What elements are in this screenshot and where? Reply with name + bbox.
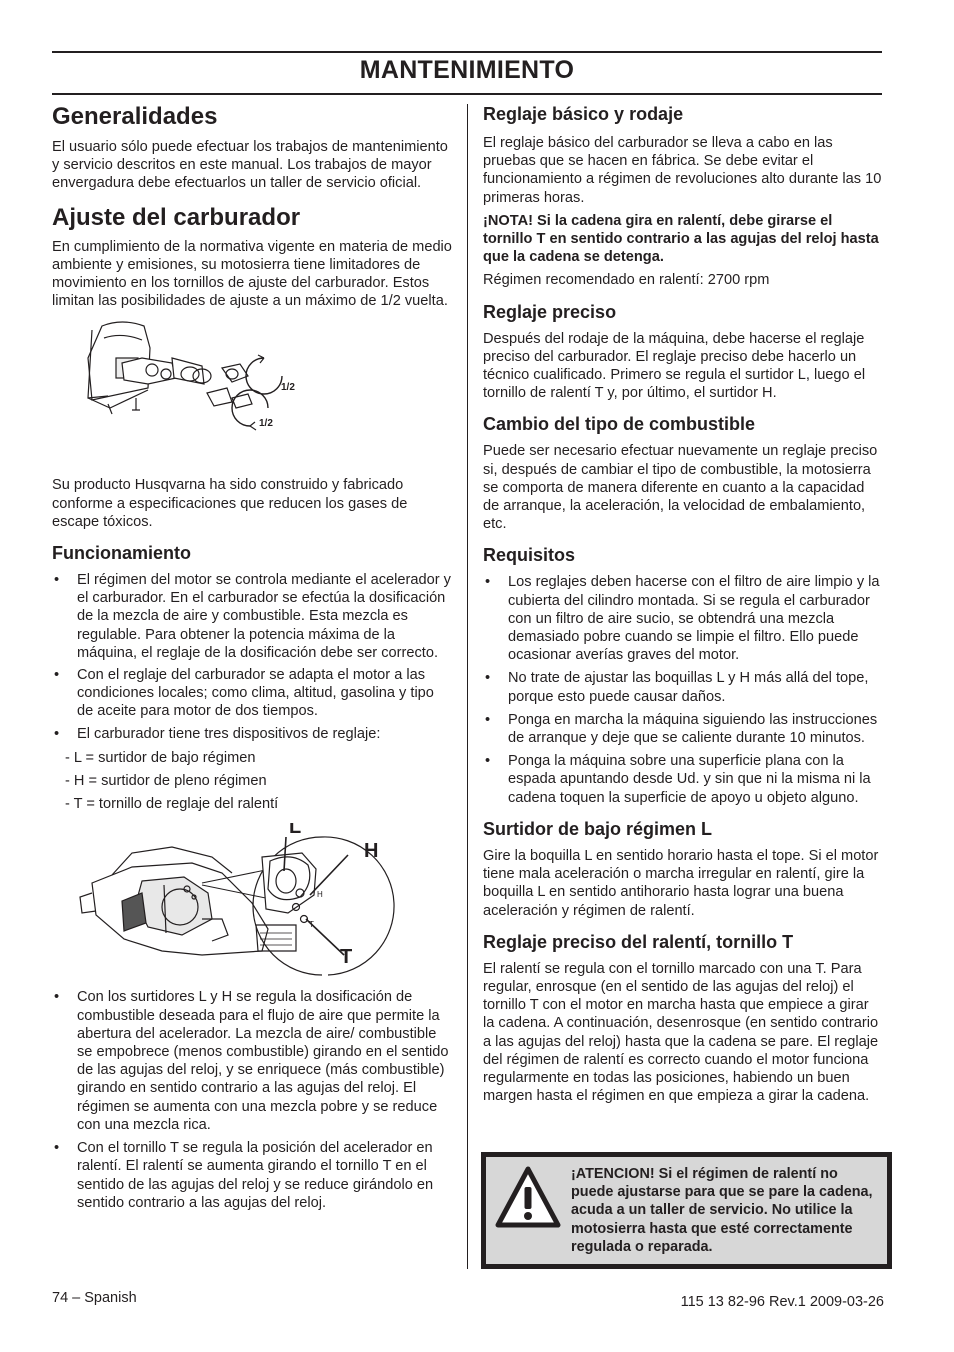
- generalidades-heading: Generalidades: [52, 103, 218, 130]
- column-divider: [467, 104, 468, 1269]
- generalidades-text: El usuario sólo puede efectuar los trabajos de mantenimiento y servicio descritos en este manual. Los trabajos de mayor envergadura debe efectuarlos un taller de servicio oficial.: [52, 139, 448, 192]
- header-bottom-rule: [52, 93, 882, 95]
- list-item: • Ponga la máquina sobre una superficie plana con la espada apuntando desde Ud. y sin que ni la misma ni la cadena toquen la superficie de apoyo u objeto alguno.: [483, 752, 883, 807]
- right-column: [483, 100, 883, 1105]
- ajuste-carburador-heading: Ajuste del carburador: [52, 203, 301, 231]
- dispositivo-t: - T = tornillo de reglaje del ralentí: [65, 796, 279, 813]
- list-item: • Los reglajes deben hacerse con el filtro de aire limpio y la cubierta del cilindro montada. Si se regula el carburador con un filtro de aire sucio, se obtendrá una mezcla demasiado pobre cuando se limpie el filtro. Ello puede ocasionar averías graves del motor.: [483, 573, 883, 664]
- surtidores-list: [52, 988, 452, 1211]
- funcionamiento-heading: Funcionamiento: [52, 543, 191, 564]
- funcionamiento-list: [52, 571, 452, 743]
- list-item: • Con los surtidores L y H se regula la dosificación de combustible deseada para el flujo de aire que permite la abertura del acelerador. La mezcla de aire/ combustible se empobrece (menos combustible) girando en el sentido de las agujas del reloj, y se enriquece (más combustible) girando en sentido contrario a las agujas del reloj. El régimen se aumenta con una mezcla pobre y se reduce con una mezcla rica.: [52, 988, 452, 1134]
- document-reference: 115 13 82-96 Rev.1 2009-03-26: [680, 1294, 884, 1310]
- fig2-small-h: H: [317, 890, 323, 900]
- fig2-label-l: L: [289, 823, 302, 839]
- cambio-combustible-text: Puede ser necesario efectuar nuevamente un reglaje preciso si, después de cambiar el tipo de combustible, la motosierra se comporta de manera diferente en cuanto a la capacidad de arranque, la aceleración, la velocidad de embalamiento, etc.: [483, 443, 878, 533]
- fig1-label-half-a: 1/2: [281, 382, 295, 394]
- fig2-label-t: T: [340, 946, 353, 969]
- page-header-title: MANTENIMIENTO: [359, 56, 575, 84]
- fig2-small-t: T: [309, 920, 314, 930]
- header-top-rule: [52, 51, 882, 53]
- regimen-text: Régimen recomendado en ralentí: 2700 rpm: [483, 272, 770, 289]
- ralenti-heading: Reglaje preciso del ralentí, tornillo T: [483, 931, 794, 952]
- dispositivo-h: - H = surtidor de pleno régimen: [65, 773, 267, 790]
- warning-text: ¡ATENCION! Si el régimen de ralentí no puede ajustarse para que se pare la cadena, acuda a un taller de servicio. No utilice la motosierra hasta que esté correctamente regulada o reparada.: [571, 1166, 873, 1255]
- list-item: • Ponga en marcha la máquina siguiendo las instrucciones de arranque y deje que se caliente durante 10 minutos.: [483, 711, 883, 747]
- warning-triangle-icon: [492, 1163, 564, 1235]
- list-item: • No trate de ajustar las boquillas L y H más allá del tope, porque esto puede causar daños.: [483, 669, 883, 705]
- reglaje-basico-heading: Reglaje básico y rodaje: [483, 104, 684, 124]
- cambio-combustible-heading: Cambio del tipo de combustible: [483, 414, 756, 435]
- dispositivo-l: - L = surtidor de bajo régimen: [65, 749, 256, 766]
- ralenti-text: El ralentí se regula con el tornillo marcado con una T. Para regular, enrosque (en el sentido de las agujas del reloj) el tornillo T con el motor en marcha hasta que empiece a girar la cadena. A continuación, desenrosque (en sentido contrario a las agujas del reloj) hasta que la cadena se pare. El reglaje del régimen de ralentí es correcto cuando el motor funciona regularmente en todas las posiciones, habiendo un buen margen hasta el régimen en que empieza a girar la cadena.: [483, 960, 879, 1105]
- requisitos-list: [483, 573, 883, 806]
- reglaje-preciso-heading: Reglaje preciso: [483, 301, 617, 322]
- reglaje-basico-text: El reglaje básico del carburador se lleva a cabo en las pruebas que se hacen en fábrica. Se debe evitar el funcionamiento a régimen de revoluciones alto durante las 10 primeras horas.: [483, 135, 882, 206]
- nota-text: ¡NOTA! Si la cadena gira en ralentí, debe girarse el tornillo T en sentido contrario a las agujas del reloj hasta que la cadena se detenga.: [483, 212, 879, 266]
- fig2-label-h: H: [364, 840, 379, 863]
- chainsaw-adjustment-figure: [52, 823, 452, 981]
- list-item: • Con el tornillo T se regula la posición del acelerador en ralentí. El ralentí se aumenta girando el tornillo T en el sentido de las agujas del reloj y se reduce girándolo en sentido contrario a las agujas del reloj.: [52, 1139, 452, 1212]
- chainsaw-illustration: [52, 823, 452, 981]
- list-item: • El régimen del motor se controla mediante el acelerador y el carburador. En el carburador se efectúa la dosificación de la mezcla de aire y combustible. Esta mezcla es regulable. Para obtener la potencia máxima de la máquina, el reglaje de la dosificación debe ser correcto.: [52, 571, 452, 662]
- requisitos-heading: Requisitos: [483, 545, 576, 566]
- list-item: • Con el reglaje del carburador se adapta el motor a las condiciones locales; como clima, altitud, gasolina y tipo de aceite para motor de dos tiempos.: [52, 666, 452, 721]
- warning-box: [481, 1152, 892, 1269]
- surtidor-bajo-heading: Surtidor de bajo régimen L: [483, 818, 713, 839]
- page-number: 74 – Spanish: [52, 1290, 137, 1306]
- fig1-label-half-b: 1/2: [259, 418, 273, 430]
- left-column: [52, 100, 452, 1212]
- ajuste-text: En cumplimiento de la normativa vigente en materia de medio ambiente y emisiones, su motosierra tiene limitadores de movimiento en los tornillos de ajuste del carburador. Estos limitan las posibilidades de ajuste a un máximo de 1/2 vuelta.: [52, 238, 452, 310]
- carburetor-limiter-figure: [52, 318, 452, 468]
- list-item: • El carburador tiene tres dispositivos de reglaje:: [52, 725, 452, 743]
- carburetor-illustration: [52, 318, 452, 468]
- surtidor-bajo-text: Gire la boquilla L en sentido horario hasta el tope. Si el motor tiene mala aceleración o marcha irregular en ralentí, gire la boquilla L en sentido antihorario hasta lograr una buena aceleración y régimen de ralentí.: [483, 847, 879, 919]
- producto-text: Su producto Husqvarna ha sido construido y fabricado conforme a especificaciones que reducen los gases de escape tóxicos.: [52, 477, 408, 530]
- reglaje-preciso-text: Después del rodaje de la máquina, debe hacerse el reglaje preciso del carburador. El reglaje preciso debe hacerlo un técnico cualificado. Primero se regula el surtidor L, luego el tornillo de ralentí T y, por último, el surtidor H.: [483, 330, 866, 402]
